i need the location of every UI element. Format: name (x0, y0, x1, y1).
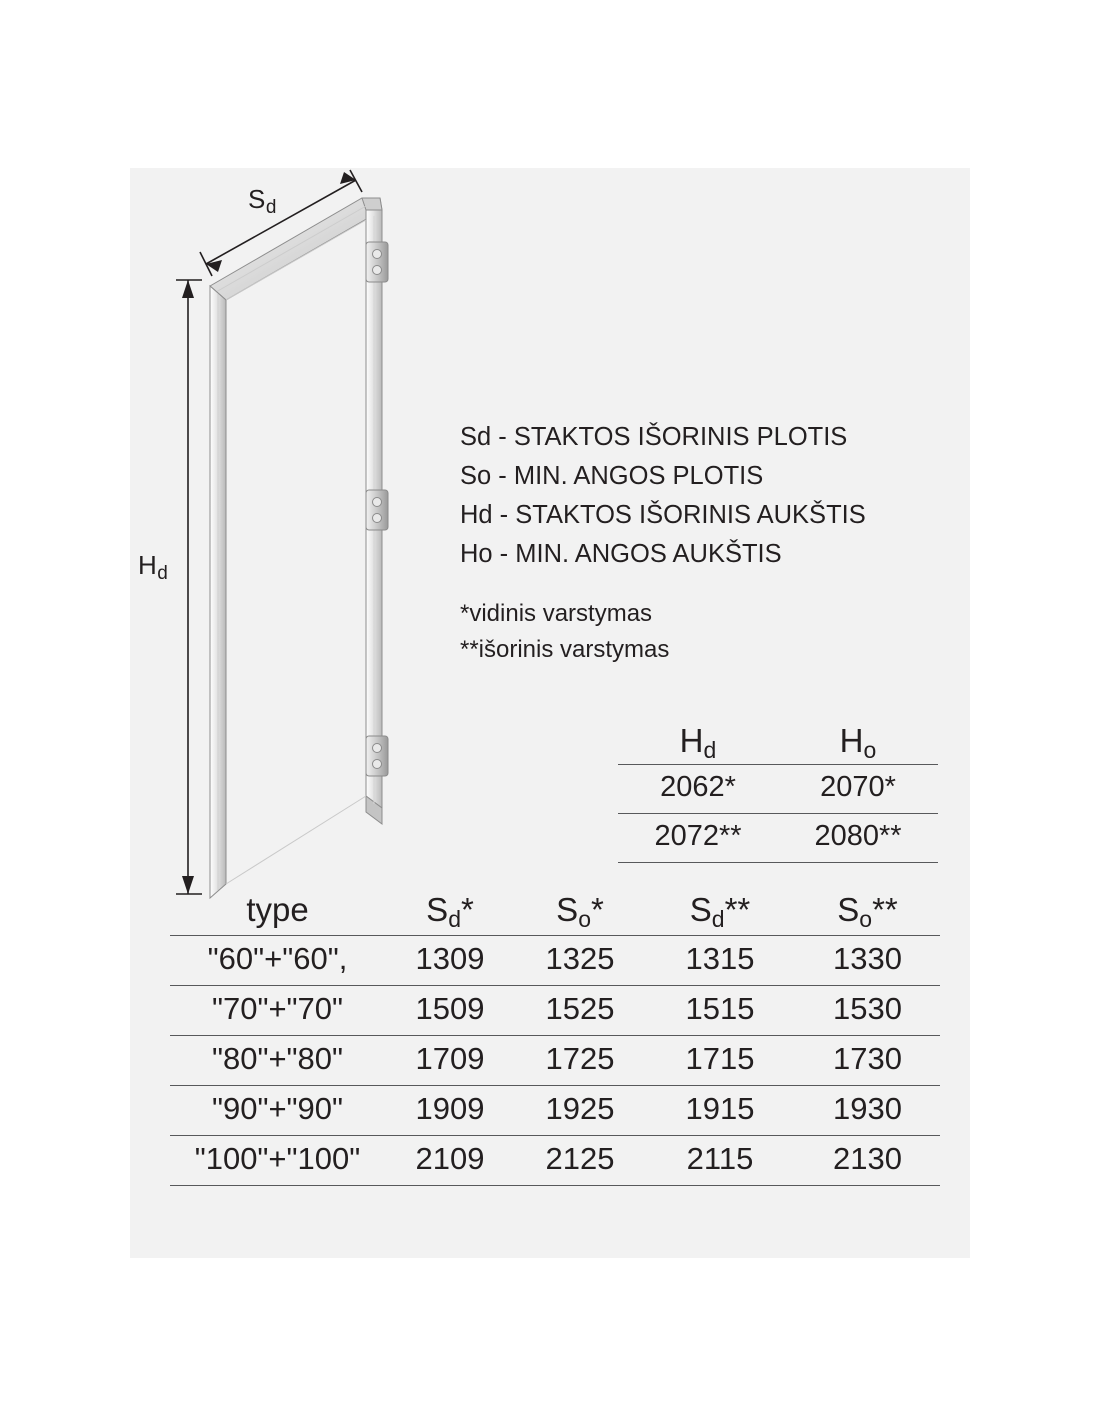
table-row (170, 986, 940, 1036)
row-sd-inner: 1309 (385, 936, 515, 986)
row-sd-inner: 1709 (385, 1036, 515, 1086)
table-row (170, 1136, 940, 1186)
hd-dimension-label: $H_d$ (138, 550, 169, 584)
row-type: "60"+"60", (170, 936, 385, 986)
table-row (618, 814, 938, 863)
height-ho-outer: 2080** (778, 814, 938, 863)
note-vidinis: *vidinis varstymas (460, 600, 653, 627)
hd-dimension-line (176, 280, 202, 894)
dimension-table (170, 886, 940, 1186)
frame-jamb-left (210, 286, 226, 898)
header-so-outer: $S_o**$ (795, 886, 940, 936)
row-sd-outer: 1515 (645, 986, 795, 1036)
hinge-bottom (366, 736, 388, 776)
header-so-inner: $S_o*$ (515, 886, 645, 936)
row-so-outer: 1330 (795, 936, 940, 986)
row-sd-inner: 2109 (385, 1136, 515, 1186)
row-sd-inner: 1909 (385, 1086, 515, 1136)
row-sd-outer: 2115 (645, 1136, 795, 1186)
legend-line-hd: Hd - STAKTOS IŠORINIS AUKŠTIS (460, 501, 866, 529)
row-type: "100"+"100" (170, 1136, 385, 1186)
row-type: "70"+"70" (170, 986, 385, 1036)
legend-line-ho: Ho - MIN. ANGOS AUKŠTIS (460, 540, 782, 568)
row-sd-outer: 1915 (645, 1086, 795, 1136)
header-type: type (170, 886, 385, 936)
legend-line-so: So - MIN. ANGOS PLOTIS (460, 462, 764, 490)
row-sd-inner: 1509 (385, 986, 515, 1036)
table-row (170, 1036, 940, 1086)
diagram-panel (130, 168, 970, 1258)
dimension-table-header-row (170, 886, 940, 936)
row-so-inner: 1325 (515, 936, 645, 986)
height-header-ho: $H_o$ (778, 716, 938, 765)
height-header-hd: $H_d$ (618, 716, 778, 765)
row-so-inner: 1725 (515, 1036, 645, 1086)
table-row (170, 936, 940, 986)
height-table (618, 716, 938, 863)
sd-dimension-label: $S_d$ (248, 184, 277, 218)
height-hd-inner: 2062* (618, 765, 778, 814)
row-so-inner: 1925 (515, 1086, 645, 1136)
row-sd-outer: 1315 (645, 936, 795, 986)
row-type: "90"+"90" (170, 1086, 385, 1136)
height-hd-outer: 2072** (618, 814, 778, 863)
hinge-middle (366, 490, 388, 530)
hinge-top (366, 242, 388, 282)
legend-notes (460, 596, 940, 668)
legend-block (460, 418, 940, 668)
row-so-inner: 1525 (515, 986, 645, 1036)
row-so-outer: 1930 (795, 1086, 940, 1136)
legend-line-sd: Sd - STAKTOS IŠORINIS PLOTIS (460, 423, 848, 451)
row-so-outer: 2130 (795, 1136, 940, 1186)
height-ho-inner: 2070* (778, 765, 938, 814)
table-row (618, 765, 938, 814)
table-row (170, 1086, 940, 1136)
header-sd-outer: $S_d**$ (645, 886, 795, 936)
height-table-header-row (618, 716, 938, 765)
row-sd-outer: 1715 (645, 1036, 795, 1086)
row-so-inner: 2125 (515, 1136, 645, 1186)
row-so-outer: 1530 (795, 986, 940, 1036)
note-isorinis: **išorinis varstymas (460, 636, 670, 663)
header-sd-inner: $S_d*$ (385, 886, 515, 936)
row-type: "80"+"80" (170, 1036, 385, 1086)
row-so-outer: 1730 (795, 1036, 940, 1086)
